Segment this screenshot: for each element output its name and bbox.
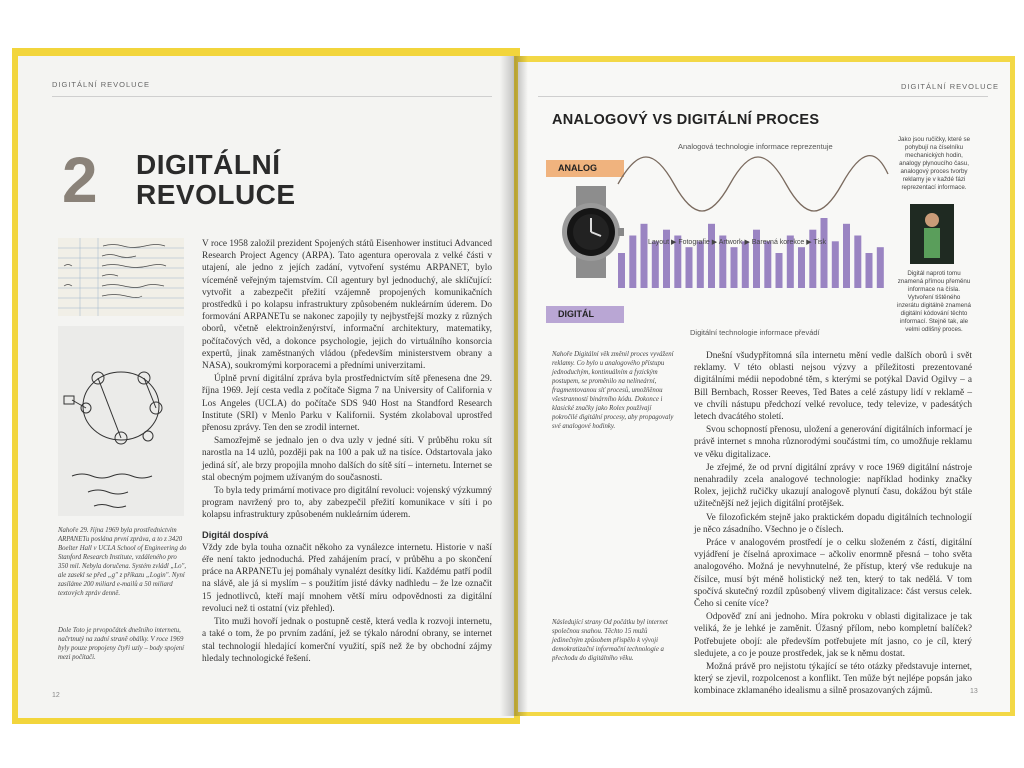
digital-bar xyxy=(764,241,771,288)
caption-diagram: Nahoře Digitální věk změnil proces vyvážení reklamy. Co bylo u analogového přístupu jednoduchým, kontinuálním a fyzickým postupem, se proměnilo na nelineární, fragmentovanou síť procesů, umožňěnou všestranností binárního kódu. Dokonce i klasické značky jako Rolex používají pokročilé digitální procesy, aby propagovaly své analogové hodinky. xyxy=(552,351,674,430)
body-paragraph: To byla tedy primární motivace pro digitální revoluci: vojenský výzkumný program navržený pro to, aby zabezpečil přežití komunikace v síti i po kolapsu infrastruktury způsobeném nukleárním úderem. xyxy=(202,486,492,521)
right-body-text xyxy=(694,350,972,699)
chapter-number: 2 xyxy=(62,144,98,216)
body-paragraph: Je zřejmé, že od první digitální zprávy v roce 1969 digitální nástroje nenahradily zcela analogové technologie: například hodinky značky Rolex, jejichž ručičky ukazují analogově plynutí času, dokážou být stále užitečnější než jejich digitální protějšek. xyxy=(694,462,972,510)
stage-arrow-icon: ▶ xyxy=(744,239,752,246)
body-paragraph: Samozřejmě se jednalo jen o dva uzly v jedné síti. V průběhu roku sít narostla na 14 uzlů, později pak na 100 a pak už na tisíce. Odstartovala jako jediná síť, ale brzy propojila mnoho dalších do sítě sítí – internetu. Internet se stal obecným pojmem užívaným do současnosti. xyxy=(202,436,492,483)
analog-caption: Analogová technologie informace reprezentuje xyxy=(678,142,833,151)
digital-bar xyxy=(708,224,715,288)
woman-figure xyxy=(910,204,954,264)
sidenote-digital: Digitál naproti tomu znamená přímou přeměnu informace na čísla. Vytvoření tištěného inzerátu digitálně znamená digitální kódování těchto informací. Stejně tak, ale velmi odlišný proces. xyxy=(897,270,971,333)
page-number-right: 13 xyxy=(970,688,978,695)
left-body-text xyxy=(202,238,492,666)
body-paragraph: V roce 1958 založil prezident Spojených států Eisenhower instituci Advanced Research Project Agency (ARPA). Tato agentura operovala z velké části v utajení, ale jedno z jejích zadání, vytvoření systému ARPANET, bylo víceméně veřejným tajemstvím. Cíl agentury byl jednoduchý, ale sklíčující: vytvořit a zabezpečit přežití vzájemně propojených komunikačních prostředků i po kolapsu infrastruktury způsobeném nukleárním úderem. Do formování ARPANETu se nakonec zapojily ty nejbystřejší mozky z různých oborů, včetně elektroinženýrství, informační architektury, matematiky, počítačových věd, a dokonce psychologie, jejich do virtuálního konsorcia expertů, jinak zaměstnaných vládou (především ministerstvem obrany a NASA), soukromými korporacemi a předními univerzitami. xyxy=(202,239,492,372)
logbook-photo xyxy=(58,238,184,316)
section-subheading: Digitál dospívá xyxy=(202,529,269,540)
body-paragraph: Úplně první digitální zpráva byla prostřednictvím sítě přenesena dne 29. října 1969. Její cesta vedla z počítače Sigma 7 na University of California v Los Angeles (UCLA) do počítače SDS 940 Host na Standford Research Institute (SRI) v Menlo Parku v Kalifornii. Systém zkolaboval uprostřed přenosu zprávy. Ten den se zrodil internet. xyxy=(202,374,492,434)
digital-bar xyxy=(629,236,636,289)
body-paragraph: Tito muži hovoří jednak o postupně cestě, která vedla k rozvoji internetu, a také o tom, že po prvním zadání, jež se týkalo národní obrany, se internet stal technologií hledající komerční využití, spíš než že by obchodní zájmy hledaly technologické řešení. xyxy=(202,617,492,664)
stage-color-correction: Barevná korekce xyxy=(751,239,805,246)
digital-bar xyxy=(843,224,850,288)
chapter-title xyxy=(136,150,296,210)
digital-bar xyxy=(686,247,693,288)
digital-bar xyxy=(821,218,828,288)
digital-tag: DIGITÁL xyxy=(546,306,624,323)
chapter-title-line1: DIGITÁLNÍ xyxy=(136,149,281,180)
body-paragraph: Možná právě pro nejistotu týkající se této otázky představuje internet, který se zjevil, rozpolcenost a konflikt. Ten může být nejlépe popsán jako kombinace zklamaného idealismu a silně prosazovaných zájmů. xyxy=(694,662,972,697)
digital-bar xyxy=(776,253,783,288)
stage-arrow-icon: ▶ xyxy=(711,239,719,246)
page-number-left: 12 xyxy=(52,692,60,699)
analog-tag: ANALOG xyxy=(546,160,624,177)
stage-photography: Fotografie xyxy=(678,239,710,246)
digital-bar xyxy=(618,253,625,288)
book-gutter-shadow xyxy=(500,56,528,716)
body-paragraph: Odpověď zní ani jednoho. Míra pokroku v oblasti digitalizace je tak veliká, že je lehké je zaměnit. Úžasný přílom, nebo kompletní balíček? Potřebujete obojí: ale především potřebujete mít jasno, co je cíl, který sledujete, a co je pouze prostředek, jak se k němu dostat. xyxy=(694,612,972,659)
arpa-network-sketch xyxy=(58,326,184,516)
caption-following-pages: Následující strany Od počátku byl internet společnou snahou. Těchto 15 mužů jedinečným způsobem přispělo k vývoji demokratizační informační technologie a přechodu do digitálního věku. xyxy=(552,619,668,662)
header-rule-right xyxy=(538,96,988,97)
digital-bar xyxy=(697,241,704,288)
analog-wave-line xyxy=(618,156,888,211)
stage-layout: Layout xyxy=(648,239,670,246)
body-paragraph: Vždy zde byla touha označit někoho za vynálezce internetu. Historie v naší éře není takto jednoduchá. Před zahájením prací, v průběhu a po skončení práce na ARPANETu jej pomáhaly vynalézt desítky lidí. Každému patří podíl na slávě, ale já si myslím – s použitím jisté dávky nadhledu – že lze označit 15 jednotlivců, kteří mají mnohem větší míru odpovědnosti za digitální revoluci než ti ostatní (viz přehled). xyxy=(202,542,492,614)
rolex-ad-photo xyxy=(910,204,954,264)
spread-title: ANALOGOVÝ VS DIGITÁLNÍ PROCES xyxy=(552,112,820,128)
digital-bar xyxy=(641,224,648,288)
stage-arrow-icon: ▶ xyxy=(806,239,814,246)
stage-artwork: Artwork xyxy=(718,239,743,246)
digital-bar xyxy=(742,239,752,288)
digital-bar xyxy=(877,247,884,288)
stage-arrow-icon: ▶ xyxy=(670,239,679,246)
digital-bar xyxy=(854,236,861,289)
running-head-right: DIGITÁLNÍ REVOLUCE xyxy=(901,82,1000,91)
running-head-left: DIGITÁLNÍ REVOLUCE xyxy=(52,80,151,89)
body-paragraph: Dnešní všudypřítomná síla internetu mění vedle dalších oborů i svět reklamy. V této oblasti nejsou výzvy a příležitosti prezentované digitálními médii nepodobné těm, s kterými se potýkal David Ogilvy – a Bill Bernbach, Rosser Reeves, Ted Bates a celé zástupy lidí v reklamě – ve chvíli nástupu předchozí velké revoluce, tedy televize, v padesátých letech dvacátého století. xyxy=(694,351,972,423)
right-page xyxy=(518,62,1010,712)
digital-bar xyxy=(866,253,873,288)
caption-bottom-photo: Dole Toto je prvopočátek dnešního internetu, načrtnutý na zadní straně obálky. V roce 1969 byly pouze propojeny čtyři uzly – body spojení mezi počítači. xyxy=(58,627,185,661)
header-rule-left xyxy=(52,96,492,97)
caption-top-photo: Nahoře 29. října 1969 byla prostřednictvím ARPANETu poslána první zpráva, a to z 3420 Boelter Hall v UCLA School of Engineering do Stanford Research Institute, vzdáleného pro 350 mil. Nebyla doručena. Systém zvládl „Lo", ale zasekl se před „g" z příkazu „Login". Nyní zasíláme 200 miliard e-mailů a 50 miliard textových zpráv denně. xyxy=(58,527,187,597)
arpa-network-sketch-photo xyxy=(58,326,184,516)
digital-bar xyxy=(731,247,738,288)
digital-bar xyxy=(652,241,659,288)
sidenote-analog: Jako jsou ručičky, které se pohybují na číselníku mechanických hodin, analogy plynoucího času, analogový proces tvorby reklamy je v každé fázi reprezentací informace. xyxy=(897,136,971,191)
body-paragraph: Práce v analogovém prostředí je o celku složeném z částí, digitální vyjádření je číselná aproximace – ačkoliv enormně přesná – toho světa analogového. Možná je nevyhnutelné, že přístup, který vše redukuje na čísilce, musí být méně holistický než ten, který to tak nedělá. V tom spočívá skutečný rozdíl způsobený vlivem digitalizace: část versus celek. Čeho si ceníte více? xyxy=(694,538,972,610)
logbook-sketch xyxy=(58,238,184,316)
digital-bar xyxy=(832,241,839,288)
body-paragraph: Svou schopností přenosu, uložení a generování digitálních informací je právě internet s mnoha různorodými součástmi tím, co umožňuje reklamu ve věku digitalizace. xyxy=(694,425,972,460)
body-paragraph: Ve filozofickém stejně jako praktickém dopadu digitálních technologií je něco zásadního. Všechno je o číslech. xyxy=(694,512,972,535)
process-stages xyxy=(648,238,826,246)
chapter-title-line2: REVOLUCE xyxy=(136,179,296,210)
left-page xyxy=(18,56,514,718)
digital-caption: Digitální technologie informace převádí xyxy=(690,328,820,337)
stage-print: Tisk xyxy=(813,239,827,246)
digital-bar xyxy=(798,247,805,288)
